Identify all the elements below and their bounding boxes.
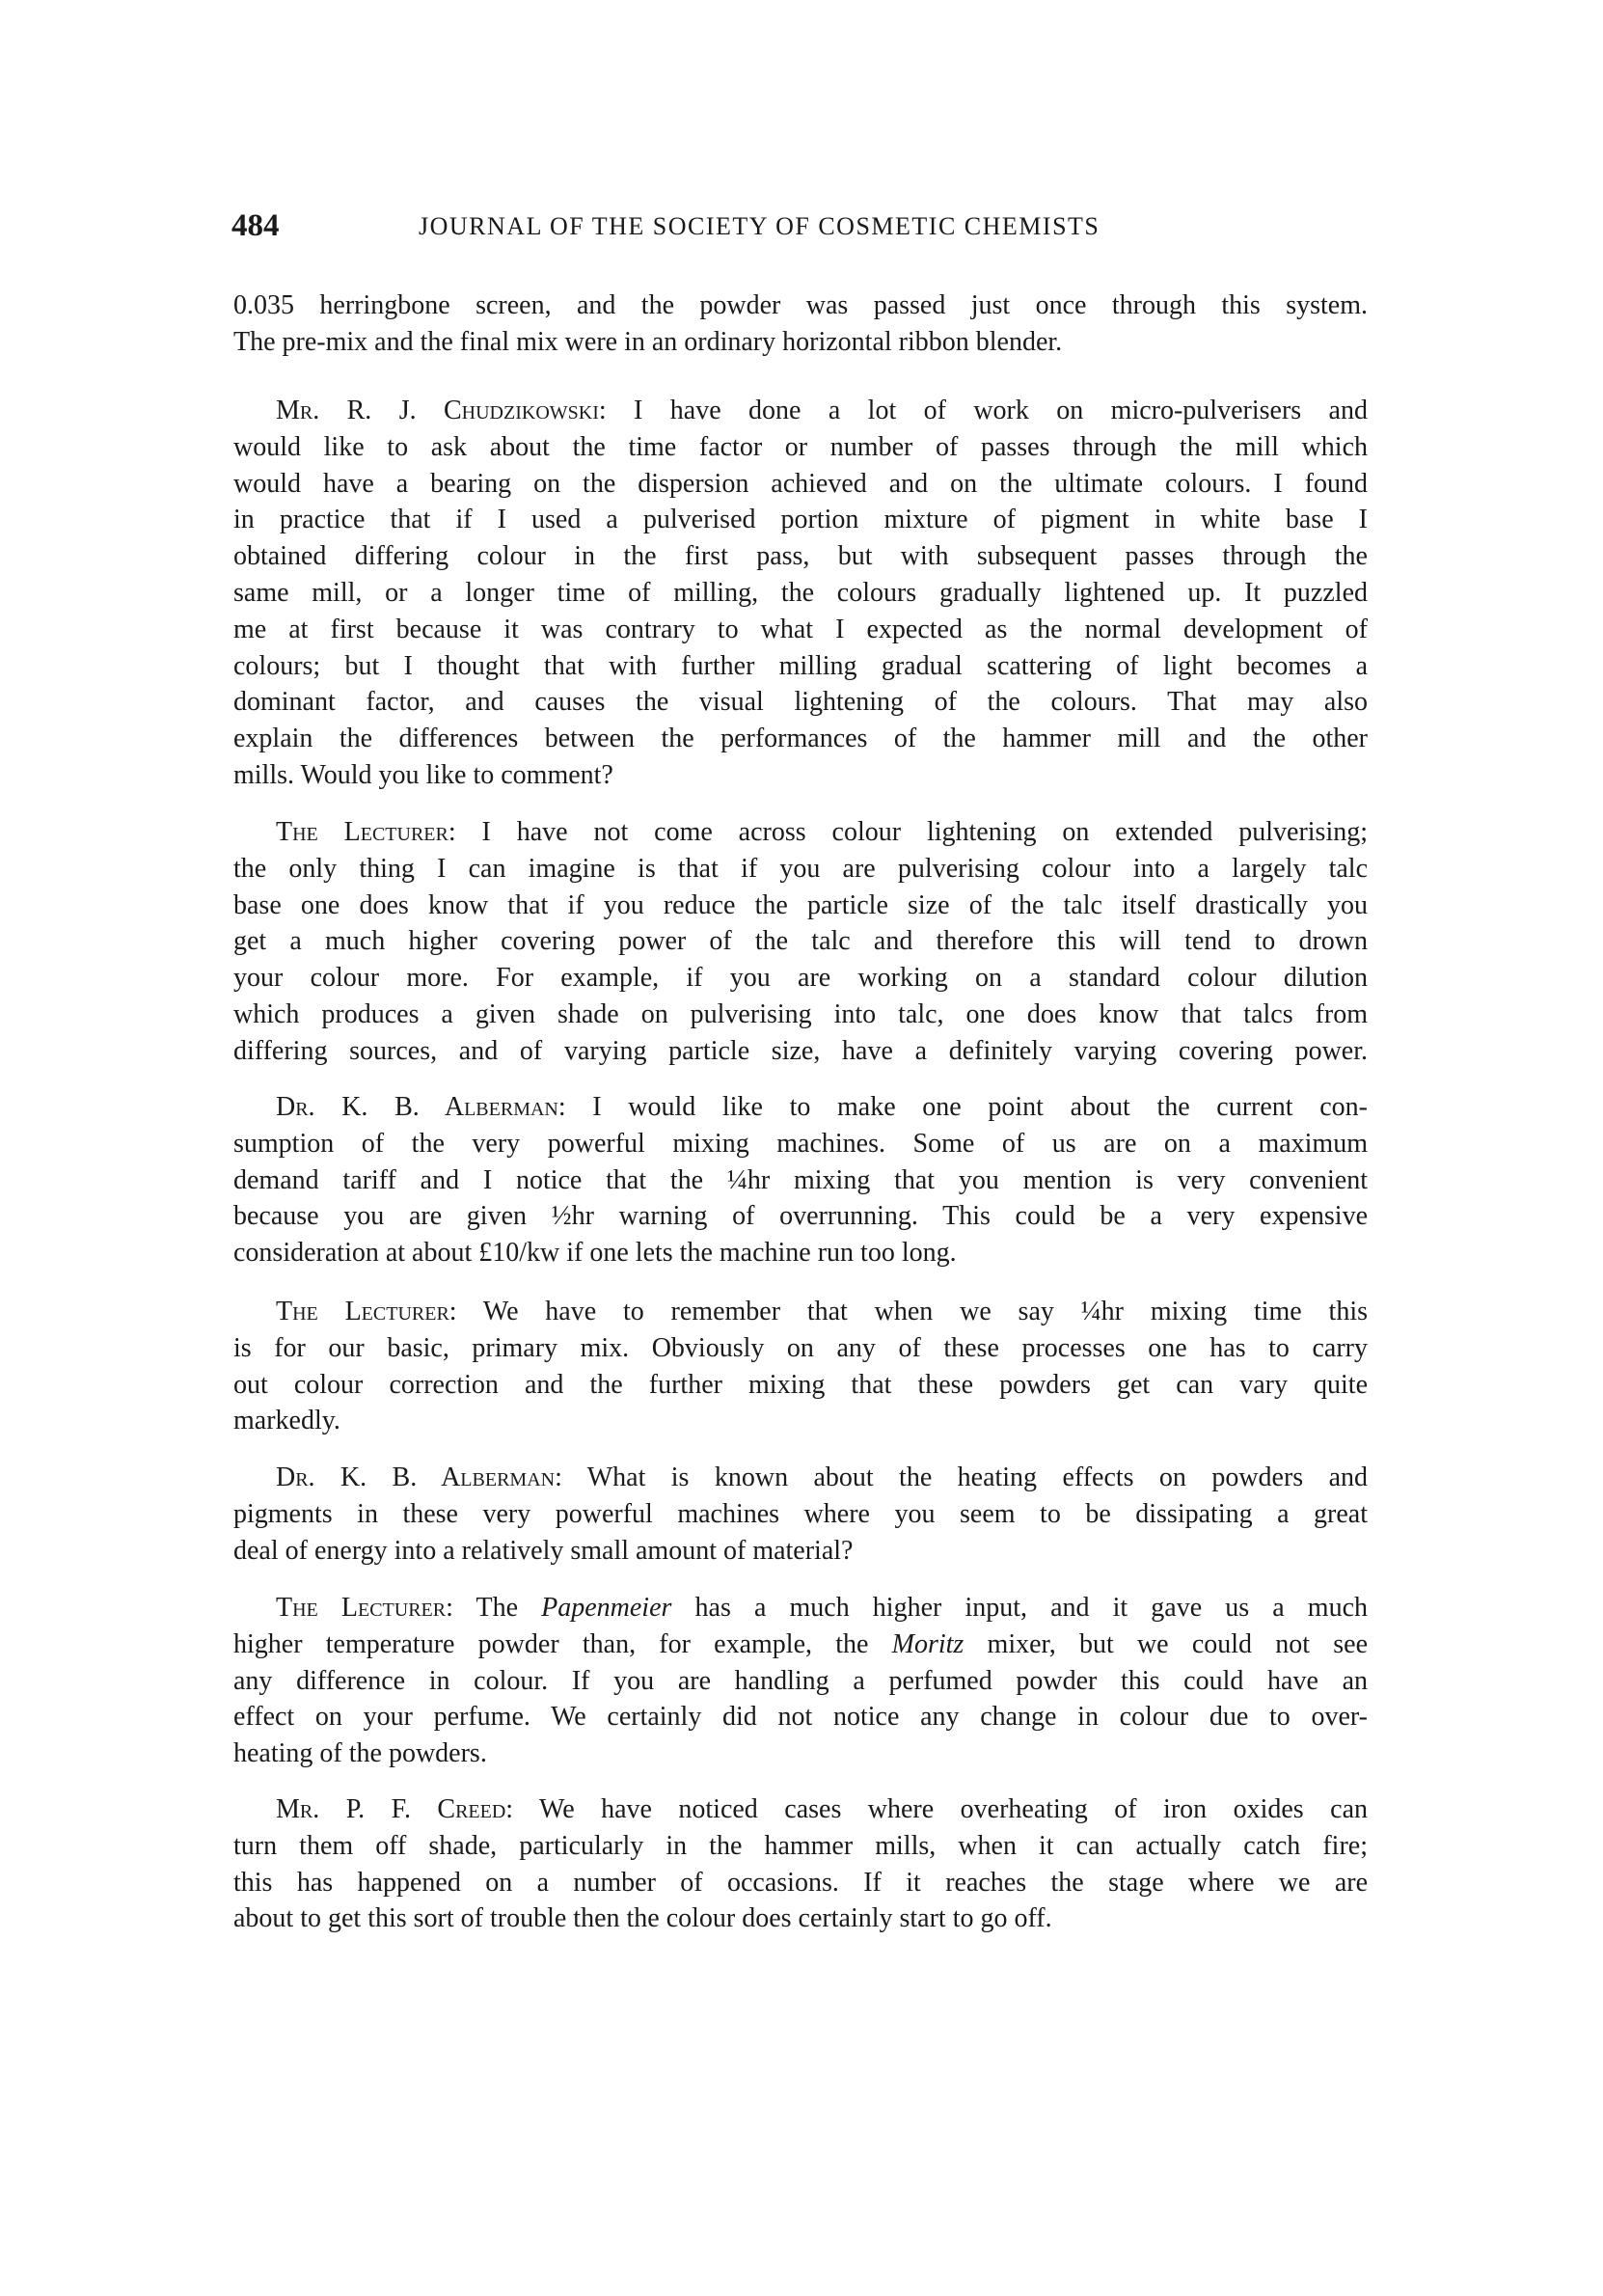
text-line: [233, 1590, 1368, 1626]
text-line: [233, 1367, 1368, 1404]
text-line: [233, 429, 1368, 466]
text-segment: consideration at about £10/kw if one lets the machine run too long.: [233, 1238, 957, 1269]
text-segment: base one does know that if you reduce the particle size of the talc itself drastically you: [233, 889, 1368, 920]
text-line: [233, 851, 1368, 888]
text-line: [233, 1126, 1368, 1162]
text-line: [233, 888, 1368, 924]
paragraph: [233, 1294, 1368, 1439]
paragraph: [233, 1590, 1368, 1772]
text-segment: deal of energy into a relatively small amount of material?: [233, 1535, 854, 1566]
text-line: [233, 1460, 1368, 1496]
text-line: [233, 1533, 1368, 1570]
text-segment: : I have not come across colour lightening on extended pulverising;: [448, 817, 1369, 847]
text-segment: : The: [446, 1593, 542, 1623]
text-segment: out colour correction and the further mixing that these powders get can vary quite: [233, 1369, 1368, 1400]
text-line: [233, 1496, 1368, 1533]
running-header: JOURNAL OF THE SOCIETY OF COSMETIC CHEMISTS: [419, 212, 1100, 240]
text-segment: pigments in these very powerful machines where you seem to be dissipating a great: [233, 1498, 1368, 1529]
speaker-name: Dr. K. B. Alberman: [276, 1092, 558, 1122]
text-line: [233, 923, 1368, 960]
text-segment: has a much higher input, and it gave us a much: [671, 1593, 1369, 1623]
text-line: [233, 1162, 1368, 1199]
text-line: [233, 393, 1368, 429]
text-line: [233, 1330, 1368, 1367]
text-line: [233, 1235, 1368, 1271]
italic-term: Moritz: [891, 1628, 965, 1659]
speaker-name: Mr. P. F. Creed: [276, 1794, 506, 1824]
text-segment: obtained differing colour in the first pass, but with subsequent passes through the: [233, 541, 1368, 572]
text-segment: sumption of the very powerful mixing machines. Some of us are on a maximum: [233, 1128, 1368, 1159]
text-segment: about to get this sort of trouble then the colour does certainly start to go off.: [233, 1903, 1052, 1934]
text-segment: demand tariff and I notice that the ¼hr mixing that you mention is very convenient: [233, 1164, 1368, 1195]
text-line: [233, 960, 1368, 997]
paragraph: [233, 1089, 1368, 1271]
text-segment: same mill, or a longer time of milling, the colours gradually lightened up. It puzzled: [233, 577, 1368, 608]
text-line: [233, 1900, 1368, 1937]
text-segment: this has happened on a number of occasions. If it reaches the stage where we are: [233, 1867, 1368, 1898]
text-segment: would have a bearing on the dispersion achieved and on the ultimate colours. I found: [233, 468, 1368, 499]
text-line: [233, 648, 1368, 685]
speaker-name: Mr. R. J. Chudzikowski: [276, 396, 599, 425]
text-line: [233, 1198, 1368, 1235]
text-line: [233, 997, 1368, 1033]
text-line: [233, 1791, 1368, 1828]
text-line: [233, 1865, 1368, 1901]
paragraph: [233, 1791, 1368, 1937]
text-line: [233, 721, 1368, 757]
text-line: [233, 324, 1368, 361]
text-line: [233, 684, 1368, 721]
text-segment: 0.035 herringbone screen, and the powder was passed just once through this system.: [233, 290, 1368, 320]
text-segment: : What is known about the heating effects on powders and: [555, 1462, 1369, 1492]
text-segment: effect on your perfume. We certainly did not notice any change in colour due to over-: [233, 1702, 1368, 1733]
text-line: [233, 1828, 1368, 1865]
text-segment: is for our basic, primary mix. Obviously on any of these processes one has to carry: [233, 1332, 1368, 1363]
page-number: 484: [231, 208, 280, 243]
italic-term: Papenmeier: [541, 1593, 672, 1623]
text-line: [233, 1699, 1368, 1736]
speaker-name: The Lecturer: [276, 1593, 447, 1623]
text-segment: get a much higher covering power of the talc and therefore this will tend to drown: [233, 926, 1368, 957]
paragraph: [233, 393, 1368, 794]
text-segment: differing sources, and of varying particle size, have a definitely varying covering power.: [233, 1035, 1368, 1066]
text-line: [233, 502, 1368, 538]
text-segment: mixer, but we could not see: [964, 1628, 1368, 1659]
text-line: [233, 466, 1368, 503]
text-line: [233, 1736, 1368, 1772]
text-line: [233, 1626, 1368, 1663]
text-line: [233, 757, 1368, 794]
text-line: [233, 287, 1368, 324]
text-segment: me at first because it was contrary to what I expected as the normal development of: [233, 614, 1368, 644]
text-segment: would like to ask about the time factor or number of passes through the mill which: [233, 431, 1368, 462]
speaker-name: Dr. K. B. Alberman: [276, 1462, 556, 1492]
text-segment: markedly.: [233, 1406, 340, 1436]
text-line: [233, 1033, 1368, 1070]
text-segment: higher temperature powder than, for example, the: [233, 1628, 892, 1659]
text-segment: mills. Would you like to comment?: [233, 759, 613, 790]
paragraph: [233, 287, 1368, 361]
text-segment: the only thing I can imagine is that if you are pulverising colour into a largely talc: [233, 853, 1368, 884]
text-segment: in practice that if I used a pulverised portion mixture of pigment in white base I: [233, 505, 1368, 535]
text-segment: which produces a given shade on pulverising into talc, one does know that talcs from: [233, 998, 1368, 1029]
text-segment: : I would like to make one point about the current con-: [557, 1092, 1368, 1122]
text-segment: heating of the powders.: [233, 1738, 487, 1769]
text-segment: explain the differences between the performances of the hammer mill and the other: [233, 724, 1368, 754]
text-segment: your colour more. For example, if you are working on a standard colour dilution: [233, 963, 1368, 994]
text-segment: turn them off shade, particularly in the hammer mills, when it can actually catch fire;: [233, 1830, 1368, 1861]
text-segment: : We have to remember that when we say ¼hr mixing time this: [448, 1297, 1368, 1326]
text-line: [233, 814, 1368, 851]
text-line: [233, 538, 1368, 575]
text-segment: because you are given ½hr warning of overrunning. This could be a very expensive: [233, 1201, 1368, 1232]
speaker-name: The Lecturer: [276, 1297, 449, 1326]
text-line: [233, 575, 1368, 612]
paragraph: [233, 814, 1368, 1070]
text-segment: any difference in colour. If you are handling a perfumed powder this could have an: [233, 1665, 1368, 1696]
text-line: [233, 1403, 1368, 1439]
text-line: [233, 1089, 1368, 1126]
text-line: [233, 612, 1368, 648]
text-segment: colours; but I thought that with further milling gradual scattering of light becomes a: [233, 650, 1368, 681]
text-segment: The pre-mix and the final mix were in an ordinary horizontal ribbon blender.: [233, 326, 1063, 357]
speaker-name: The Lecturer: [276, 817, 448, 847]
text-line: [233, 1663, 1368, 1700]
text-segment: : We have noticed cases where overheating of iron oxides can: [505, 1794, 1369, 1824]
paragraph: [233, 1460, 1368, 1569]
text-line: [233, 1294, 1368, 1330]
text-segment: dominant factor, and causes the visual lightening of the colours. That may also: [233, 687, 1368, 718]
text-segment: : I have done a lot of work on micro-pulverisers and: [598, 396, 1368, 425]
